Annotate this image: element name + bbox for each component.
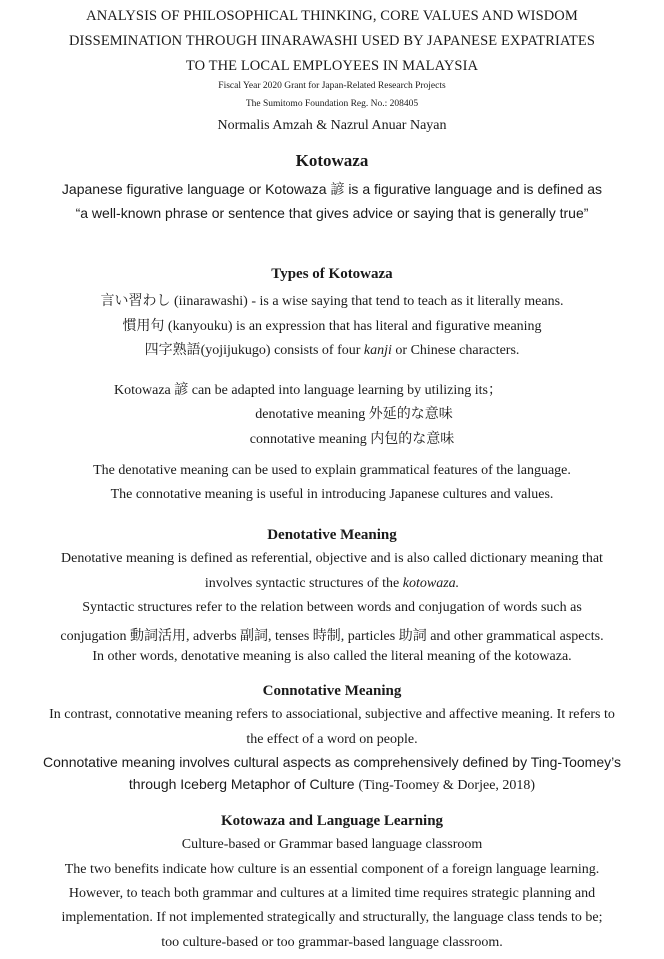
learning-line-1: Culture-based or Grammar based language classroom [181, 837, 483, 852]
denotative-line-5: In other words, denotative meaning is also called the literal meaning of the kotowaza. [92, 649, 572, 664]
yojijukugo-text-end: or Chinese characters. [391, 343, 520, 358]
adapt-intro: Kotowaza 諺 can be adapted into language learning by utilizing its； [114, 383, 502, 398]
learning-line-4: implementation. If not implemented strategically and structurally, the language class tends to be; [61, 910, 603, 925]
kotowaza-definition-line-1: Japanese figurative language or Kotowaza 諺 is a figurative language and is defined as [61, 181, 603, 197]
title-line-2: DISSEMINATION THROUGH IINARAWASHI USED BY JAPANESE EXPATRIATES [68, 33, 595, 49]
kotowaza-definition-line-2: “a well-known phrase or sentence that gives advice or saying that is generally true” [75, 205, 589, 221]
yojijukugo-text: 四字熟語(yojijukugo) consists of four [144, 343, 364, 358]
citation: (Ting-Toomey & Dorjee, 2018) [358, 778, 536, 793]
learning-line-2: The two benefits indicate how culture is an essential component of a foreign language learning. [64, 862, 600, 877]
kotowaza-heading: Kotowaza [295, 151, 369, 170]
types-yojijukugo [0, 339, 664, 359]
types-iinarawashi: 言い習わし (iinarawashi) - is a wise saying that tend to teach as it literally means. [100, 294, 564, 309]
learning-line-5: too culture-based or too grammar-based language classroom. [161, 935, 503, 950]
denotative-line-2-text: involves syntactic structures of the [204, 576, 403, 591]
connotative-line-1: In contrast, connotative meaning refers to associational, subjective and affective meaning. It refers to [49, 707, 615, 722]
adapt-connotative: connotative meaning 内包的な意味 [249, 432, 455, 447]
title-line-3: TO THE LOCAL EMPLOYEES IN MALAYSIA [185, 58, 479, 74]
connotative-heading: Connotative Meaning [262, 683, 402, 699]
connotative-line-4-text: through Iceberg Metaphor of Culture [128, 776, 359, 792]
kotowaza-term: kotowaza. [402, 576, 460, 591]
connotative-line-4 [0, 776, 664, 794]
types-heading: Types of Kotowaza [271, 266, 393, 282]
learning-heading: Kotowaza and Language Learning [220, 813, 444, 829]
denotative-line-4: conjugation 動詞活用, adverbs 副詞, tenses 時制, particles 助詞 and other grammatical aspects. [60, 629, 604, 644]
adapt-denotative: denotative meaning 外延的な意味 [255, 407, 453, 422]
authors: Normalis Amzah & Nazrul Anuar Nayan [217, 118, 447, 133]
adapt-explain-2: The connotative meaning is useful in introducing Japanese cultures and values. [110, 487, 554, 502]
title-line-1: ANALYSIS OF PHILOSOPHICAL THINKING, CORE VALUES AND WISDOM [86, 8, 578, 24]
foundation-line: The Sumitomo Foundation Reg. No.: 208405 [245, 99, 419, 109]
types-kanyouku: 慣用句 (kanyouku) is an expression that has literal and figurative meaning [122, 319, 542, 334]
kanji-term: kanji [363, 343, 392, 358]
denotative-line-1: Denotative meaning is defined as referential, objective and is also called dictionary meaning that [61, 551, 603, 566]
grant-line: Fiscal Year 2020 Grant for Japan-Related Research Projects [218, 81, 446, 91]
denotative-line-2 [0, 576, 664, 592]
denotative-line-3: Syntactic structures refer to the relation between words and conjugation of words such as [82, 600, 582, 615]
connotative-line-3: Connotative meaning involves cultural aspects as comprehensively defined by Ting-Toomey’s [43, 754, 621, 770]
denotative-heading: Denotative Meaning [267, 527, 397, 543]
adapt-explain-1: The denotative meaning can be used to explain grammatical features of the language. [93, 463, 571, 478]
connotative-line-2: the effect of a word on people. [246, 732, 418, 747]
learning-line-3: However, to teach both grammar and cultures at a limited time requires strategic planning and [68, 886, 596, 901]
